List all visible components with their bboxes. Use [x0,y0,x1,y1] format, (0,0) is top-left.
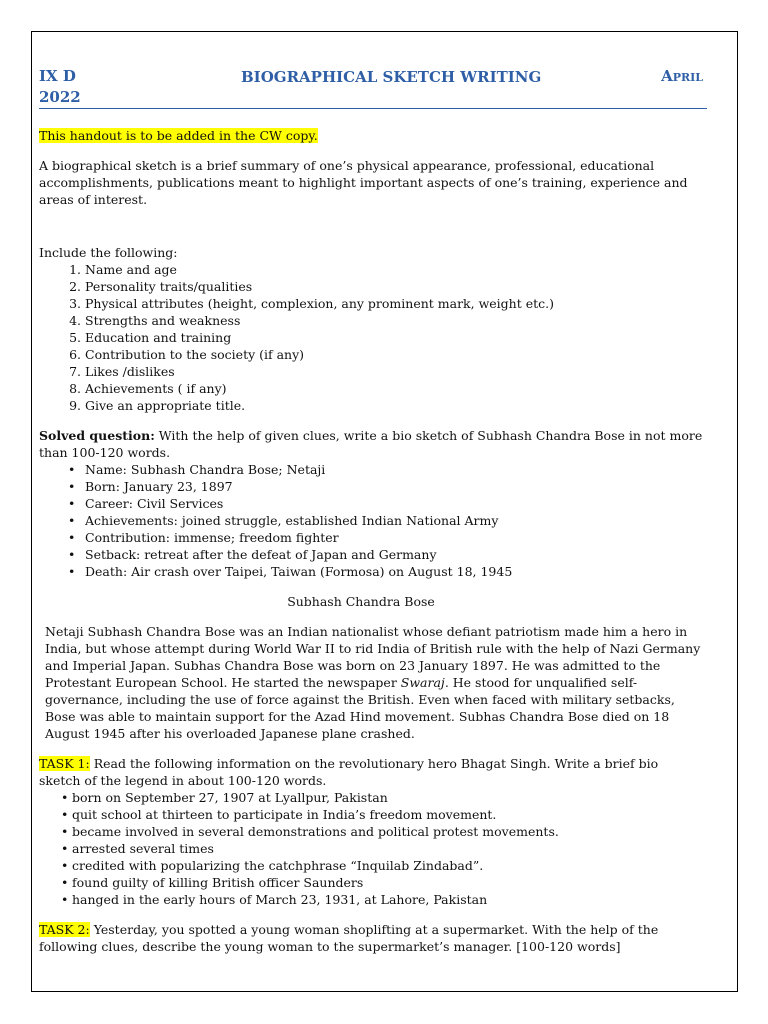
list-item: • quit school at thirteen to participate in India’s freedom movement. [61,807,497,822]
list-item: • Achievements: joined struggle, established Indian National Army [68,513,499,528]
header-month: April [661,67,703,85]
document-title: BIOGRAPHICAL SKETCH WRITING [241,68,542,86]
list-item: 9. Give an appropriate title. [85,397,703,414]
handout-note [39,127,703,144]
document-body [39,68,703,955]
bullet-icon: • [68,564,76,579]
task-2 [39,921,703,955]
class-label: IX D [39,67,76,85]
sketch-title: Subhash Chandra Bose [287,594,435,609]
bullet-icon: • [61,807,69,822]
bullet-icon: • [61,841,69,856]
task-1-label: TASK 1: [39,756,90,771]
list-item: • became involved in several demonstrations and political protest movements. [61,824,559,839]
include-heading: Include the following: [39,245,178,260]
list-item: 2. Personality traits/qualities [85,278,703,295]
task-1-text: Read the following information on the revolutionary hero Bhagat Singh. Write a brief bio sketch of the legend in about 100-120 words. [39,756,659,788]
bullet-icon: • [68,547,76,562]
intro-paragraph: A biographical sketch is a brief summary of one’s physical appearance, professional, educational accomplishments, publications meant to highlight important aspects of one’s training, experience and areas of interest. [39,158,688,207]
list-item: • arrested several times [61,841,214,856]
bullet-icon: • [61,858,69,873]
sample-essay: Netaji Subhash Chandra Bose was an Indian nationalist whose defiant patriotism made him a hero in India, but whose attempt during World War II to rid India of British rule with the help of Nazi Germany and Imperial Japan. Subhas Chandra Bose was born on 23 January 1897. He was admitted to the Protestant European School. He started the newspaper Swaraj. He stood for unqualified self-governance, including the use of force against the British. Even when faced with military setbacks, Bose was able to maintain support for the Azad Hind movement. Subhas Chandra Bose died on 18 August 1945 after his overloaded Japanese plane crashed. [45,624,701,741]
list-item: 8. Achievements ( if any) [85,380,703,397]
list-item: 4. Strengths and weakness [85,312,703,329]
document-header [39,68,707,109]
bullet-icon: • [61,875,69,890]
task-1 [39,755,703,789]
list-item: 3. Physical attributes (height, complexion, any prominent mark, weight etc.) [85,295,703,312]
handout-note-text: This handout is to be added in the CW copy. [39,128,318,143]
list-item: • Setback: retreat after the defeat of Japan and Germany [68,547,437,562]
task-1-list-wrap [39,789,703,908]
list-item: • born on September 27, 1907 at Lyallpur, Pakistan [61,790,388,805]
list-item: • Death: Air crash over Taipei, Taiwan (Formosa) on August 18, 1945 [68,564,513,579]
task-2-label: TASK 2: [39,922,90,937]
task-1-list [39,789,703,908]
newspaper-name: Swaraj [400,675,445,690]
list-item: • hanged in the early hours of March 23, 1931, at Lahore, Pakistan [61,892,488,907]
list-item: • Born: January 23, 1897 [68,479,233,494]
list-item: • Name: Subhash Chandra Bose; Netaji [68,462,326,477]
solved-label: Solved question: [39,428,155,443]
clue-list [39,461,703,580]
list-item: • Career: Civil Services [68,496,224,511]
list-item: • found guilty of killing British officer Saunders [61,875,364,890]
solved-text: With the help of given clues, write a bio sketch of Subhash Chandra Bose in not more than 100-120 words. [39,428,703,460]
list-item: 5. Education and training [85,329,703,346]
bullet-icon: • [61,824,69,839]
list-item: 7. Likes /dislikes [85,363,703,380]
bullet-icon: • [68,530,76,545]
list-item: 6. Contribution to the society (if any) [85,346,703,363]
bullet-icon: • [68,513,76,528]
solved-question [39,427,703,461]
bullet-icon: • [61,892,69,907]
bullet-icon: • [68,496,76,511]
include-list [39,261,703,414]
list-item: 1. Name and age [85,261,703,278]
list-item: • credited with popularizing the catchphrase “Inquilab Zindabad”. [61,858,484,873]
list-item: • Contribution: immense; freedom fighter [68,530,339,545]
header-year: 2022 [39,88,81,106]
bullet-icon: • [61,790,69,805]
task-2-text: Yesterday, you spotted a young woman shoplifting at a supermarket. With the help of the following clues, describe the young woman to the supermarket’s manager. [100-120 words] [39,922,659,954]
bullet-icon: • [68,479,76,494]
bullet-icon: • [68,462,76,477]
